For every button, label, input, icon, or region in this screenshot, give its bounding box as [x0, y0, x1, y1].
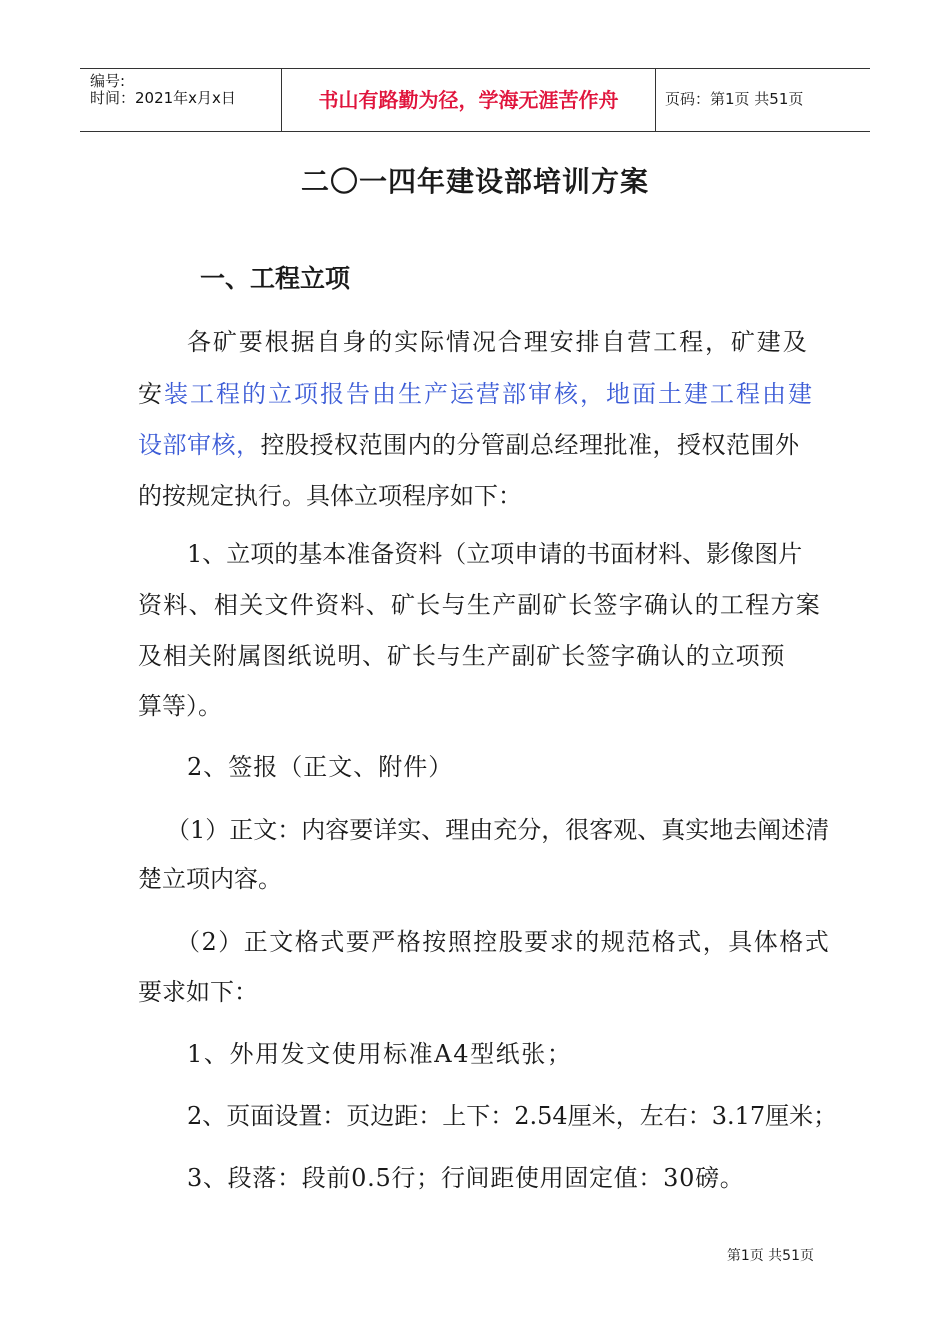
paragraph-2-line-3: 及相关附属图纸说明、矿长与生产副矿长签字确认的立项预	[138, 642, 786, 670]
page-header	[80, 68, 870, 132]
paragraph-1-line-3-rest: 控股授权范围内的分管副总经理批准，授权范围外	[260, 431, 800, 459]
paragraph-1-line-3	[138, 430, 814, 460]
paragraph-2-line-4: 算等）。	[138, 692, 222, 720]
section-heading-1: 一、工程立项	[200, 264, 351, 293]
paragraph-3: 2、签报（正文、附件）	[187, 753, 454, 781]
paragraph-6: 1、外用发文使用标准A4型纸张；	[187, 1040, 573, 1068]
paragraph-1-highlight-a: 装工程的立项报告由生产运营部审核，地面土建工程由建	[164, 380, 814, 408]
paragraph-2-line-1: 1、立项的基本准备资料（立项申请的书面材料、影像图片	[187, 540, 803, 568]
paragraph-2-line-2: 资料、相关文件资料、矿长与生产副矿长签字确认的工程方案	[138, 591, 822, 619]
document-number-label: 编号:	[90, 72, 126, 90]
page-footer: 第1页 共51页	[726, 1248, 814, 1264]
paragraph-1-line-4: 的按规定执行。具体立项程序如下：	[138, 482, 522, 510]
paragraph-7: 2、页面设置：页边距：上下：2.54厘米，左右：3.17厘米；	[187, 1102, 838, 1130]
paragraph-5-line-2: 要求如下：	[138, 978, 258, 1006]
document-title: 二〇一四年建设部培训方案	[300, 165, 649, 198]
header-page-info: 页码：第1页 共51页	[665, 90, 804, 108]
paragraph-5-line-1: （2）正文格式要严格按照控股要求的规范格式，具体格式	[176, 928, 831, 956]
header-motto: 书山有路勤为径，学海无涯苦作舟	[318, 88, 619, 112]
paragraph-1-line-1: 各矿要根据自身的实际情况合理安排自营工程，矿建及	[187, 328, 809, 356]
paragraph-8: 3、段落：段前0.5行；行间距使用固定值：30磅。	[187, 1164, 745, 1192]
paragraph-4-line-2: 楚立项内容。	[138, 865, 282, 893]
document-time: 时间：2021年x月x日	[90, 89, 236, 107]
paragraph-4-line-1: （1）正文：内容要详实、理由充分，很客观、真实地去阐述清	[166, 816, 830, 844]
header-left-cell	[80, 69, 281, 131]
paragraph-1-line-2	[138, 379, 814, 409]
header-mid-cell	[281, 69, 656, 131]
paragraph-1-line-2-start: 安	[138, 380, 164, 408]
paragraph-1-highlight-b: 设部审核，	[138, 431, 261, 459]
header-right-cell	[655, 69, 870, 131]
